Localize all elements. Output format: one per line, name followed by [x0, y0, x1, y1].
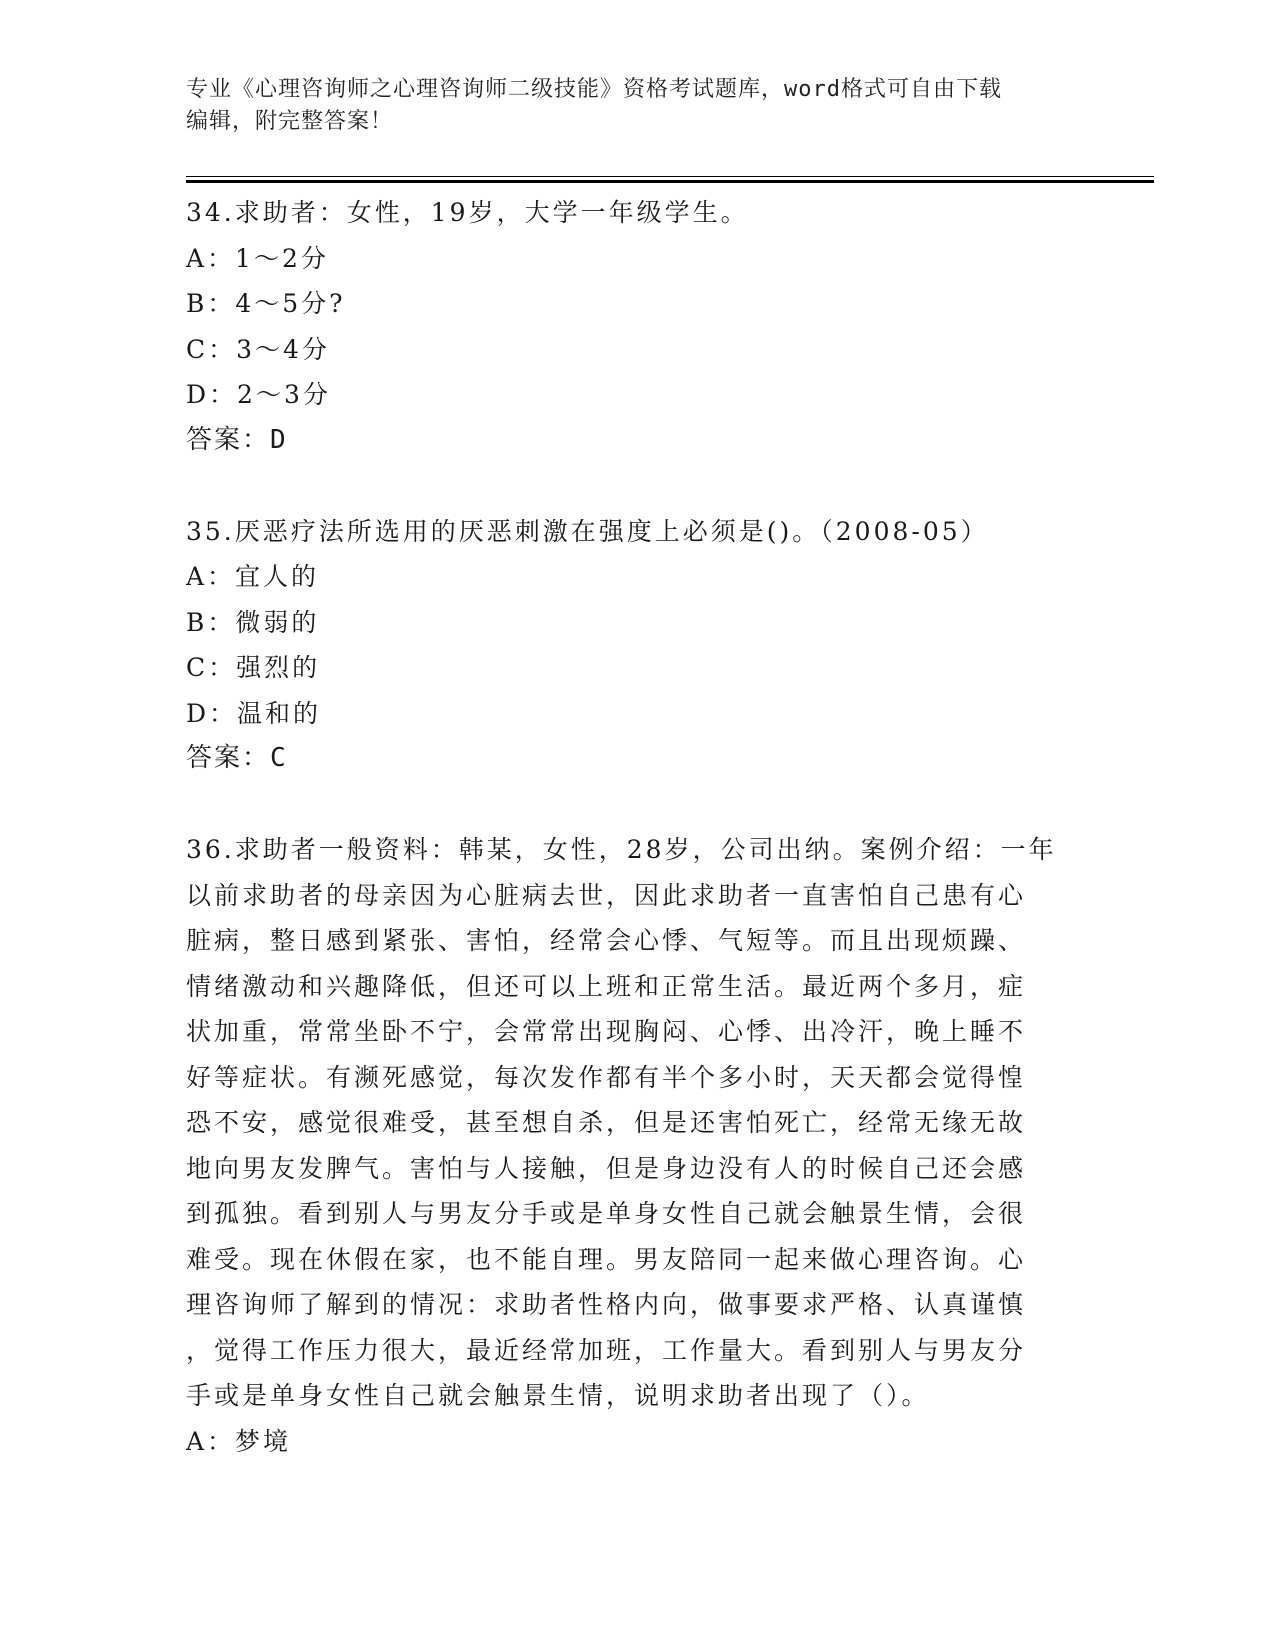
question-36 [186, 827, 1086, 1464]
header-line-1: 专业《心理咨询师之心理咨询师二级技能》资格考试题库，word格式可自由下载 [186, 77, 1002, 102]
question-stem-line: 难受。现在休假在家，也不能自理。男友陪同一起来做心理咨询。心 [186, 1244, 1027, 1274]
option-a: A：1～2分 [186, 243, 329, 273]
header-line-2: 编辑，附完整答案！ [186, 109, 394, 134]
option-d: D：温和的 [186, 698, 322, 728]
option-a: A：梦境 [186, 1426, 292, 1456]
question-stem-line: 理咨询师了解到的情况：求助者性格内向，做事要求严格、认真谨慎 [186, 1290, 1027, 1319]
option-d: D：2～3分 [186, 380, 331, 409]
answer-line: 答案：C [186, 743, 288, 773]
question-stem-line: 情绪激动和兴趣降低，但还可以上班和正常生活。最近两个多月，症 [186, 971, 1027, 1001]
option-b: B：微弱的 [186, 607, 320, 637]
question-stem: 34.求助者：女性，19岁，大学一年级学生。 [186, 198, 749, 227]
question-stem-line: 36.求助者一般资料：韩某，女性，28岁，公司出纳。案例介绍：一年 [186, 835, 1057, 864]
document-header [186, 74, 1066, 138]
spacer [186, 463, 1086, 509]
header-rule-thick [186, 180, 1154, 183]
question-stem-line: 手或是单身女性自己就会触景生情，说明求助者出现了（）。 [186, 1381, 930, 1410]
question-stem: 35.厌恶疗法所选用的厌恶刺激在强度上必须是()。（2008-05） [186, 516, 989, 546]
option-c: C：3～4分 [186, 334, 330, 364]
question-34 [186, 190, 1086, 463]
question-stem-line: 脏病，整日感到紧张、害怕，经常会心悸、气短等。而且出现烦躁、 [186, 926, 1027, 955]
question-35 [186, 509, 1086, 782]
option-b: B：4～5分? [186, 289, 346, 318]
questions-content [186, 190, 1086, 1464]
spacer [186, 782, 1086, 828]
option-c: C：强烈的 [186, 653, 321, 682]
question-stem-line: 状加重，常常坐卧不宁，会常常出现胸闷、心悸、出冷汗，晚上睡不 [186, 1017, 1027, 1046]
header-rule-thin [186, 176, 1154, 177]
question-stem-line: 地向男友发脾气。害怕与人接触，但是身边没有人的时候自己还会感 [186, 1153, 1027, 1183]
question-stem-line: 好等症状。有濒死感觉，每次发作都有半个多小时，天天都会觉得惶 [186, 1062, 1027, 1092]
option-a: A：宜人的 [186, 562, 320, 591]
question-stem-line: 恐不安，感觉很难受，甚至想自杀，但是还害怕死亡，经常无缘无故 [186, 1108, 1027, 1137]
question-stem-line: 以前求助者的母亲因为心脏病去世，因此求助者一直害怕自己患有心 [186, 880, 1027, 910]
answer-line: 答案：D [186, 424, 288, 455]
question-stem-line: 到孤独。看到别人与男友分手或是单身女性自己就会触景生情，会很 [186, 1199, 1027, 1228]
question-stem-line: ，觉得工作压力很大，最近经常加班，工作量大。看到别人与男友分 [186, 1335, 1027, 1365]
